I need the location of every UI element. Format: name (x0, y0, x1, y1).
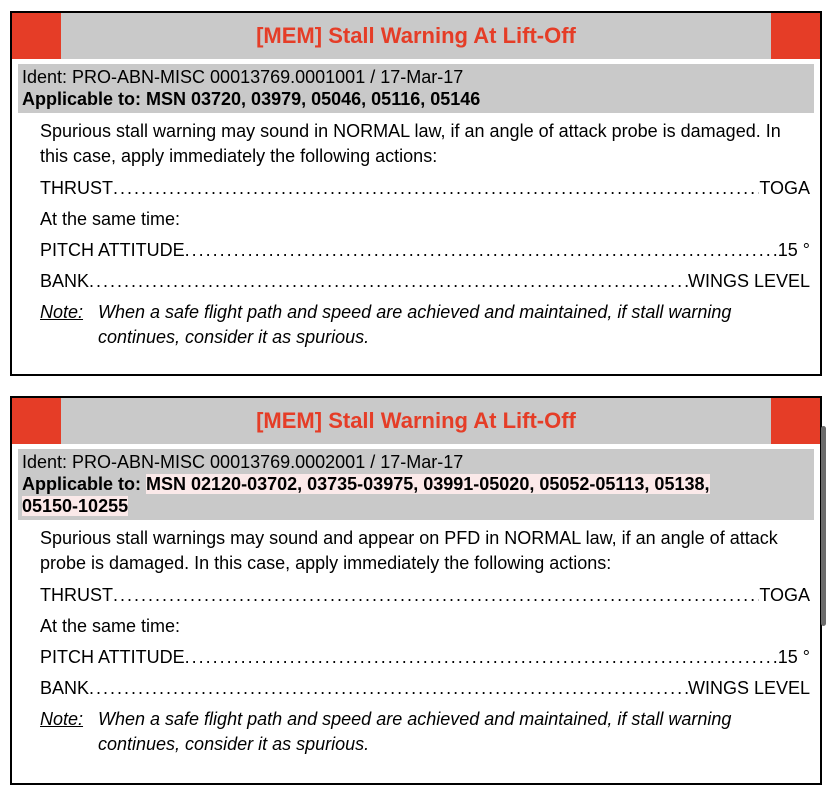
action-value: WINGS LEVEL (687, 678, 810, 698)
procedure-card-1 (10, 11, 822, 376)
note-text: When a safe flight path and speed are achieved and maintained, if stall warning continues, consider it as spurious. (98, 302, 732, 347)
action-key: BANK (40, 678, 90, 698)
action-pitch-attitude (40, 238, 810, 263)
action-pitch-attitude (40, 645, 810, 670)
action-value: 15 ° (777, 240, 810, 260)
ident-line: Ident: PRO-ABN-MISC 00013769.0002001 / 17-Mar-17 (22, 452, 464, 472)
applicability-msn-highlight-2: 05150-10255 (22, 496, 129, 516)
action-value: TOGA (759, 178, 810, 198)
intro-paragraph: Spurious stall warning may sound in NORMAL law, if an angle of attack probe is damaged. In this case, apply immediately the following actions: (40, 121, 781, 166)
dot-leader (113, 176, 759, 201)
title-accent-right (771, 398, 820, 444)
dot-leader (185, 645, 778, 670)
title-accent-right (771, 13, 820, 59)
action-key: BANK (40, 271, 90, 291)
procedure-body (12, 113, 820, 350)
dot-leader (89, 676, 688, 701)
dot-leader (185, 238, 778, 263)
note-text: When a safe flight path and speed are achieved and maintained, if stall warning continues, consider it as spurious. (98, 709, 732, 754)
card-title-bar (12, 398, 820, 444)
card-title-bar (12, 13, 820, 59)
vertical-scrollbar[interactable] (821, 426, 826, 626)
note (40, 300, 810, 350)
action-value: 15 ° (777, 647, 810, 667)
action-key: PITCH ATTITUDE (40, 647, 185, 667)
action-key: THRUST (40, 585, 113, 605)
action-thrust (40, 176, 810, 201)
card-title: [MEM] Stall Warning At Lift-Off (256, 23, 576, 48)
card-title: [MEM] Stall Warning At Lift-Off (256, 408, 576, 433)
action-key: THRUST (40, 178, 113, 198)
ident-box (18, 449, 814, 520)
same-time-label: At the same time: (40, 209, 181, 229)
action-thrust (40, 583, 810, 608)
note (40, 707, 810, 757)
applicability-label: Applicable to: (22, 474, 147, 494)
action-key: PITCH ATTITUDE (40, 240, 185, 260)
ident-box (18, 64, 814, 113)
action-bank (40, 269, 810, 294)
procedure-card-2 (10, 396, 822, 785)
note-label: Note: (40, 302, 84, 322)
applicability-line (22, 473, 810, 517)
applicability-msn-highlight: MSN 02120-03702, 03735-03975, 03991-05020, 05052-05113, 05138, (146, 474, 710, 494)
note-label: Note: (40, 709, 84, 729)
intro-paragraph: Spurious stall warnings may sound and appear on PFD in NORMAL law, if an angle of attack probe is damaged. In this case, apply immediately the following actions: (40, 528, 778, 573)
ident-line: Ident: PRO-ABN-MISC 00013769.0001001 / 17-Mar-17 (22, 67, 464, 87)
applicability-line: Applicable to: MSN 03720, 03979, 05046, 05116, 05146 (22, 89, 481, 109)
procedure-body (12, 520, 820, 757)
action-value: TOGA (759, 585, 810, 605)
action-value: WINGS LEVEL (687, 271, 810, 291)
action-bank (40, 676, 810, 701)
dot-leader (113, 583, 759, 608)
same-time-label: At the same time: (40, 616, 181, 636)
dot-leader (89, 269, 688, 294)
